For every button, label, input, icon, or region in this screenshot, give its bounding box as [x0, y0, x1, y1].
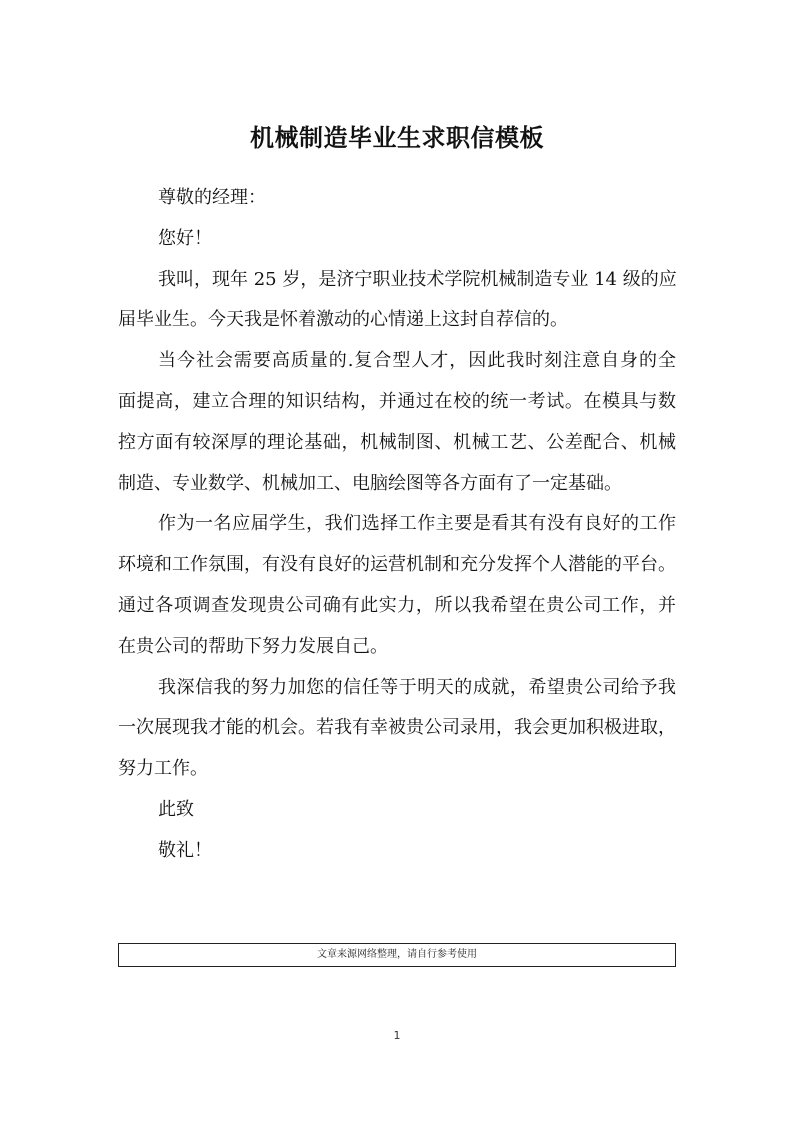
- paragraph-2-line-1: 当今社会需要高质量的.复合型人才，因此我时刻注意自身的全: [158, 350, 676, 372]
- paragraph-1-line-2: 届毕业生。今天我是怀着激动的心情递上这封自荐信的。: [118, 309, 568, 331]
- paragraph-3-line-1: 作为一名应届学生，我们选择工作主要是看其有没有良好的工作: [158, 513, 676, 535]
- closing-cizhi: 此致: [158, 798, 194, 820]
- paragraph-1-line-1: 我叫，现年 25 岁，是济宁职业技术学院机械制造专业 14 级的应: [158, 268, 677, 290]
- closing-jingli: 敬礼！: [158, 839, 212, 861]
- greeting: 您好！: [158, 227, 212, 249]
- paragraph-3-line-3: 通过各项调查发现贵公司确有此实力，所以我希望在贵公司工作，并: [118, 594, 676, 616]
- paragraph-3-line-2: 环境和工作氛围，有没有良好的运营机制和充分发挥个人潜能的平台。: [118, 554, 676, 576]
- paragraph-4-line-1: 我深信我的努力加您的信任等于明天的成就，希望贵公司给予我: [158, 676, 676, 698]
- paragraph-2-line-3: 控方面有较深厚的理论基础，机械制图、机械工艺、公差配合、机械: [118, 431, 676, 453]
- source-notice-box: [118, 943, 676, 967]
- page-number: 1: [393, 1029, 401, 1042]
- document-title: 机械制造毕业生求职信模板: [250, 124, 544, 152]
- paragraph-4-line-3: 努力工作。: [118, 758, 208, 780]
- paragraph-3-line-4: 在贵公司的帮助下努力发展自己。: [118, 635, 388, 657]
- paragraph-2-line-2: 面提高，建立合理的知识结构，并通过在校的统一考试。在模具与数: [118, 390, 676, 412]
- letter-body: [118, 178, 676, 872]
- source-notice-text: 文章来源网络整理，请自行参考使用: [317, 949, 477, 960]
- paragraph-2-line-4: 制造、专业数学、机械加工、电脑绘图等各方面有了一定基础。: [118, 472, 622, 494]
- paragraph-4-line-2: 一次展现我才能的机会。若我有幸被贵公司录用，我会更加积极进取，: [118, 717, 676, 739]
- salutation: 尊敬的经理：: [158, 187, 266, 208]
